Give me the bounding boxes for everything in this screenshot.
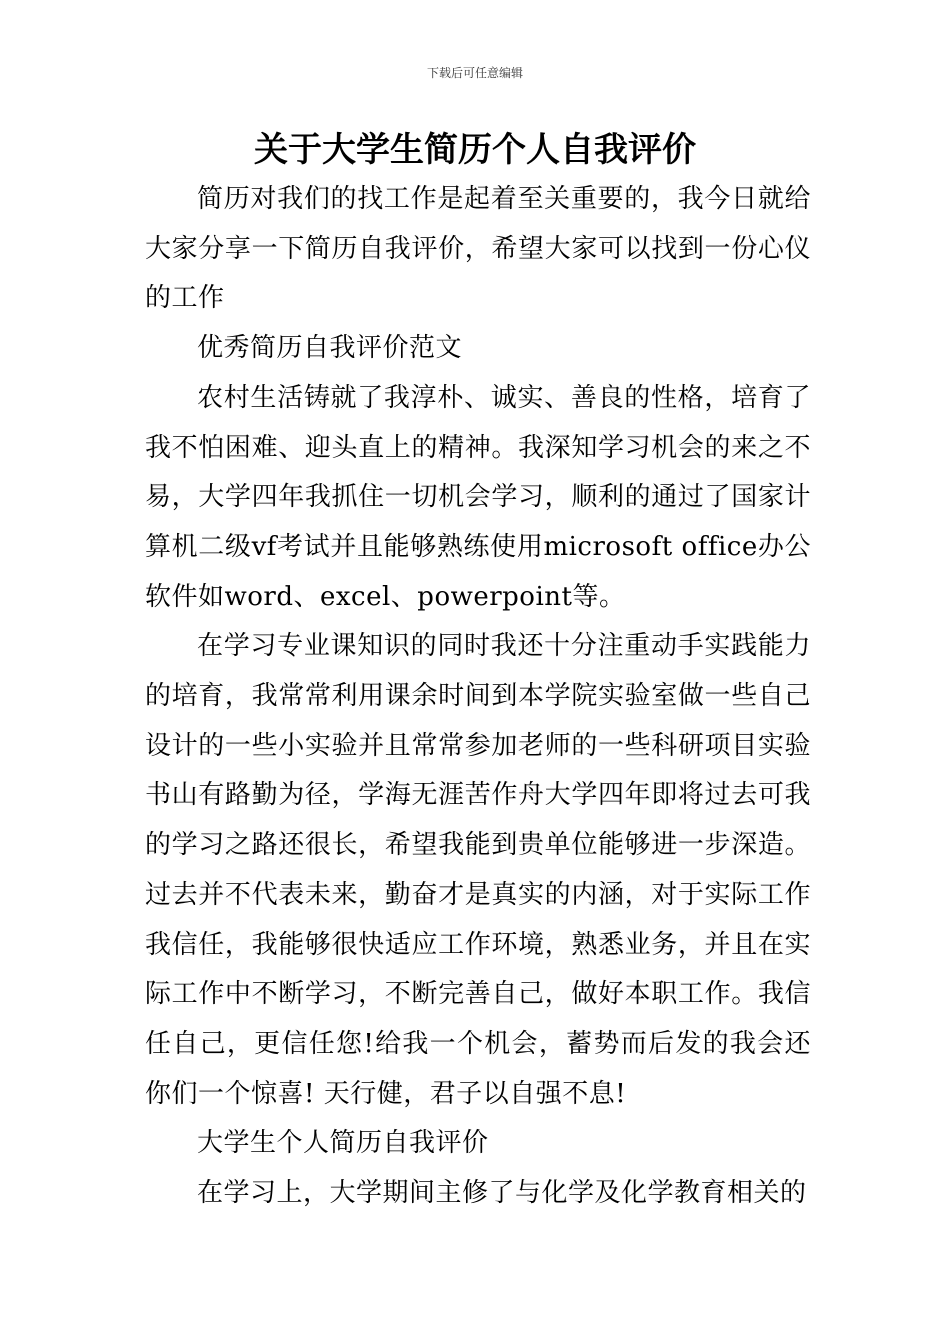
intro-paragraph: 简历对我们的找工作是起着至关重要的，我今日就给大家分享一下简历自我评价，希望大家可以找到一份心仪的工作 bbox=[145, 184, 811, 314]
document-body bbox=[145, 175, 811, 1219]
section-heading-student-evaluation: 大学生个人简历自我评价 bbox=[197, 1128, 489, 1159]
sample-paragraph-1: 农村生活铸就了我淳朴、诚实、善良的性格，培育了我不怕困难、迎头直上的精神。我深知学习机会的来之不易，大学四年我抓住一切机会学习，顺利的通过了国家计算机二级vf考试并且能够熟练使用microsoft office办公软件如word、excel、powerpoint等。 bbox=[145, 382, 811, 612]
section-heading-excellent-sample: 优秀简历自我评价范文 bbox=[197, 333, 463, 364]
student-paragraph-1: 在学习上，大学期间主修了与化学及化学教育相关的 bbox=[197, 1178, 807, 1209]
header-note: 下载后可任意编辑 bbox=[426, 66, 523, 80]
sample-paragraph-2: 在学习专业课知识的同时我还十分注重动手实践能力的培育，我常常利用课余时间到本学院实验室做一些自己设计的一些小实验并且常常参加老师的一些科研项目实验书山有路勤为径，学海无涯苦作舟大学四年即将过去可我的学习之路还很长，希望我能到贵单位能够进一步深造。过去并不代表未来，勤奋才是真实的内涵，对于实际工作我信任，我能够很快适应工作环境，熟悉业务，并且在实际工作中不断学习，不断完善自己，做好本职工作。我信任自己，更信任您!给我一个机会，蓄势而后发的我会还你们一个惊喜! 天行健，君子以自强不息! bbox=[145, 631, 811, 1109]
document-title: 关于大学生简历个人自我评价 bbox=[254, 130, 696, 170]
